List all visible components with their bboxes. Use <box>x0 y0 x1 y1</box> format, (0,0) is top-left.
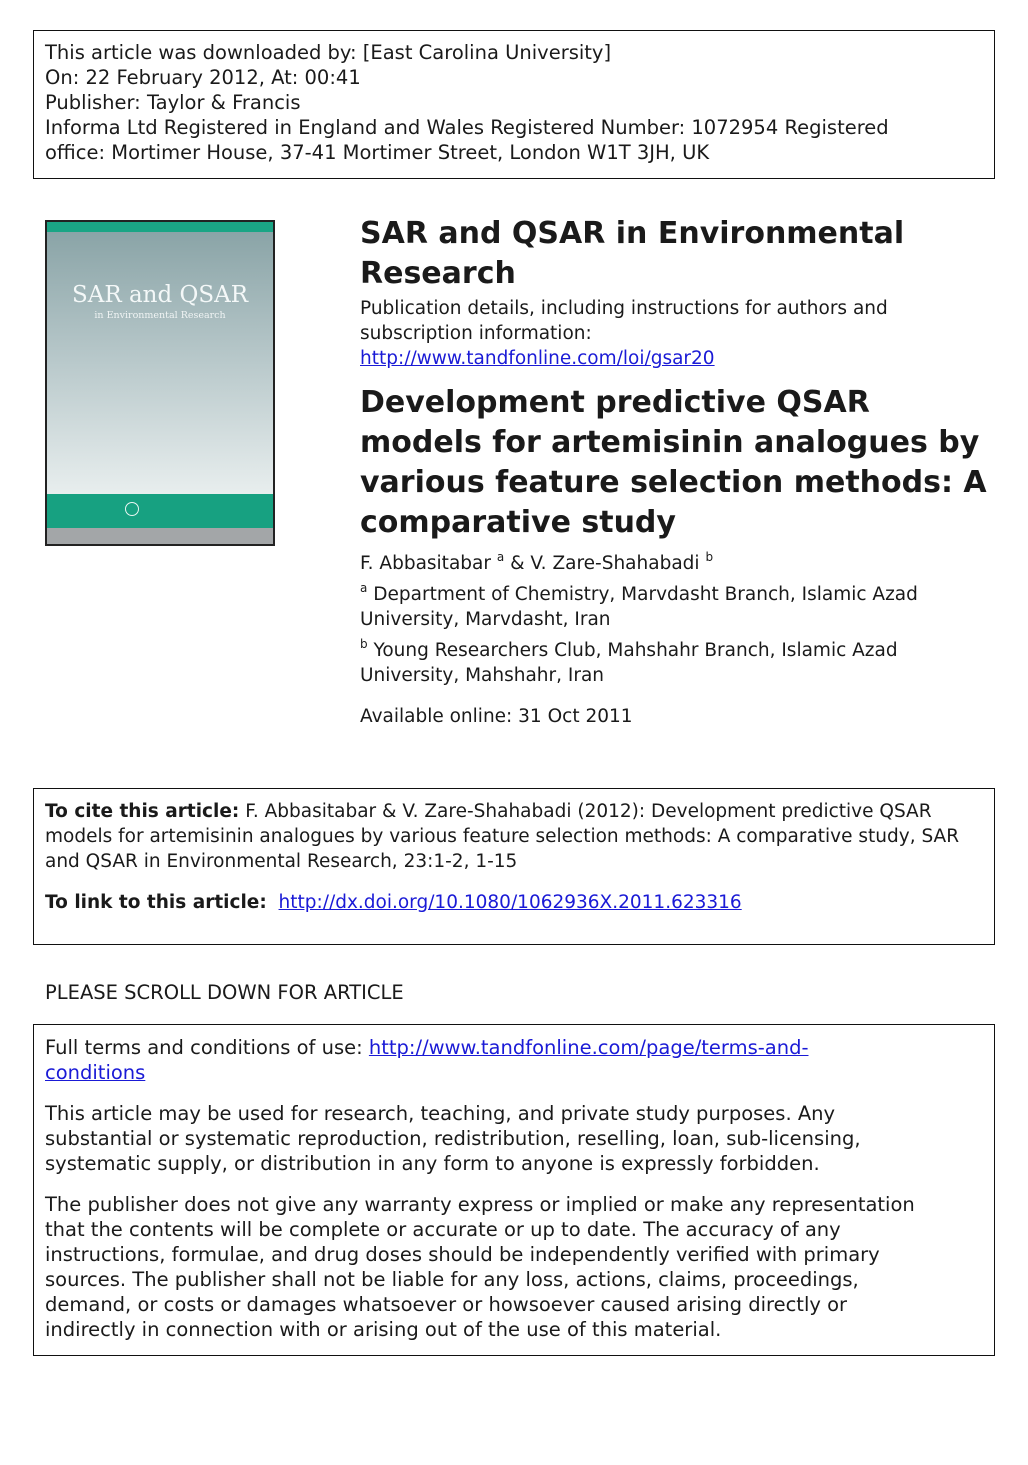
cover-gradient <box>47 232 273 494</box>
article-title-line: various feature selection methods: A <box>360 465 987 500</box>
download-line: This article was downloaded by: [East Carolina University] <box>45 41 612 64</box>
publication-details-line: subscription information: <box>360 323 592 344</box>
terms-box <box>33 1024 995 1356</box>
affiliation-line: Department of Chemistry, Marvdasht Branch, Islamic Azad <box>373 584 918 605</box>
article-title-line: Development predictive QSAR <box>360 385 870 420</box>
affiliation-line: University, Marvdasht, Iran <box>360 609 611 630</box>
journal-url-link[interactable]: http://www.tandfonline.com/loi/gsar20 <box>360 348 715 369</box>
journal-cover-image <box>45 220 275 546</box>
author-name: F. Abbasitabar <box>360 553 491 574</box>
cover-bottom-band <box>47 494 273 528</box>
citation-box <box>33 788 995 945</box>
affiliation-marker: b <box>360 637 368 651</box>
article-title-line: models for artemisinin analogues by <box>360 425 980 460</box>
registration-line: Informa Ltd Registered in England and Wales Registered Number: 1072954 Registered <box>45 116 889 139</box>
cover-gray-band <box>47 528 273 546</box>
publication-details-line: Publication details, including instructions for authors and <box>360 298 888 319</box>
cover-title: SAR and QSAR <box>71 282 249 308</box>
cover-top-band <box>47 222 273 232</box>
download-date-line: On: 22 February 2012, At: 00:41 <box>45 66 361 89</box>
citation-text: models for artemisinin analogues by various feature selection methods: A comparative study, SAR <box>45 826 960 847</box>
usage-paragraph <box>45 1101 983 1176</box>
disclaimer-text: The publisher does not give any warranty express or implied or make any representation <box>45 1193 915 1216</box>
disclaimer-text: instructions, formulae, and drug doses should be independently verified with primary <box>45 1243 880 1266</box>
cite-label: To cite this article: <box>45 801 240 822</box>
affiliation-a <box>360 582 990 632</box>
disclaimer-text: demand, or costs or damages whatsoever or howsoever caused arising directly or <box>45 1293 848 1316</box>
scroll-notice: PLEASE SCROLL DOWN FOR ARTICLE <box>45 981 404 1004</box>
terms-label: Full terms and conditions of use: <box>45 1036 363 1059</box>
affiliation-line: Young Researchers Club, Mahshahr Branch, Islamic Azad <box>373 640 898 661</box>
citation-text: F. Abbasitabar & V. Zare-Shahabadi (2012): Development predictive QSAR <box>245 801 932 822</box>
terms-link[interactable]: http://www.tandfonline.com/page/terms-and- <box>368 1036 809 1059</box>
disclaimer-text: indirectly in connection with or arising out of the use of this material. <box>45 1318 722 1341</box>
citation-text: and QSAR in Environmental Research, 23:1-2, 1-15 <box>45 851 518 872</box>
usage-text: systematic supply, or distribution in any form to anyone is expressly forbidden. <box>45 1152 820 1175</box>
journal-title <box>360 214 990 294</box>
journal-title-line: Research <box>360 256 516 291</box>
terms-link-continued[interactable]: conditions <box>45 1061 146 1084</box>
author-affiliation-marker: a <box>496 550 505 564</box>
doi-link[interactable]: http://dx.doi.org/10.1080/1062936X.2011.623316 <box>278 892 742 913</box>
author-name: & V. Zare-Shahabadi <box>510 553 700 574</box>
affiliation-line: University, Mahshahr, Iran <box>360 665 605 686</box>
journal-title-line: SAR and QSAR in Environmental <box>360 216 905 251</box>
disclaimer-text: that the contents will be complete or accurate or up to date. The accuracy of any <box>45 1218 841 1241</box>
usage-text: substantial or systematic reproduction, redistribution, reselling, loan, sub-licensing, <box>45 1127 861 1150</box>
available-online-date: Available online: 31 Oct 2011 <box>360 706 633 727</box>
disclaimer-text: sources. The publisher shall not be liable for any loss, actions, claims, proceedings, <box>45 1268 859 1291</box>
article-title-line: comparative study <box>360 505 676 540</box>
article-header <box>360 214 990 729</box>
authors <box>360 551 990 576</box>
article-title <box>360 383 990 543</box>
usage-text: This article may be used for research, teaching, and private study purposes. Any <box>45 1102 836 1125</box>
author-affiliation-marker: b <box>705 550 714 564</box>
publication-details <box>360 296 990 371</box>
link-label: To link to this article: <box>45 892 267 913</box>
publisher-logo-icon <box>125 502 139 516</box>
office-line: office: Mortimer House, 37-41 Mortimer Street, London W1T 3JH, UK <box>45 141 710 164</box>
cover-subtitle: in Environmental Research <box>94 310 226 321</box>
publisher-line: Publisher: Taylor & Francis <box>45 91 301 114</box>
affiliation-b <box>360 638 990 688</box>
affiliation-marker: a <box>360 581 368 595</box>
disclaimer-paragraph <box>45 1192 983 1342</box>
download-info-box <box>33 30 995 179</box>
